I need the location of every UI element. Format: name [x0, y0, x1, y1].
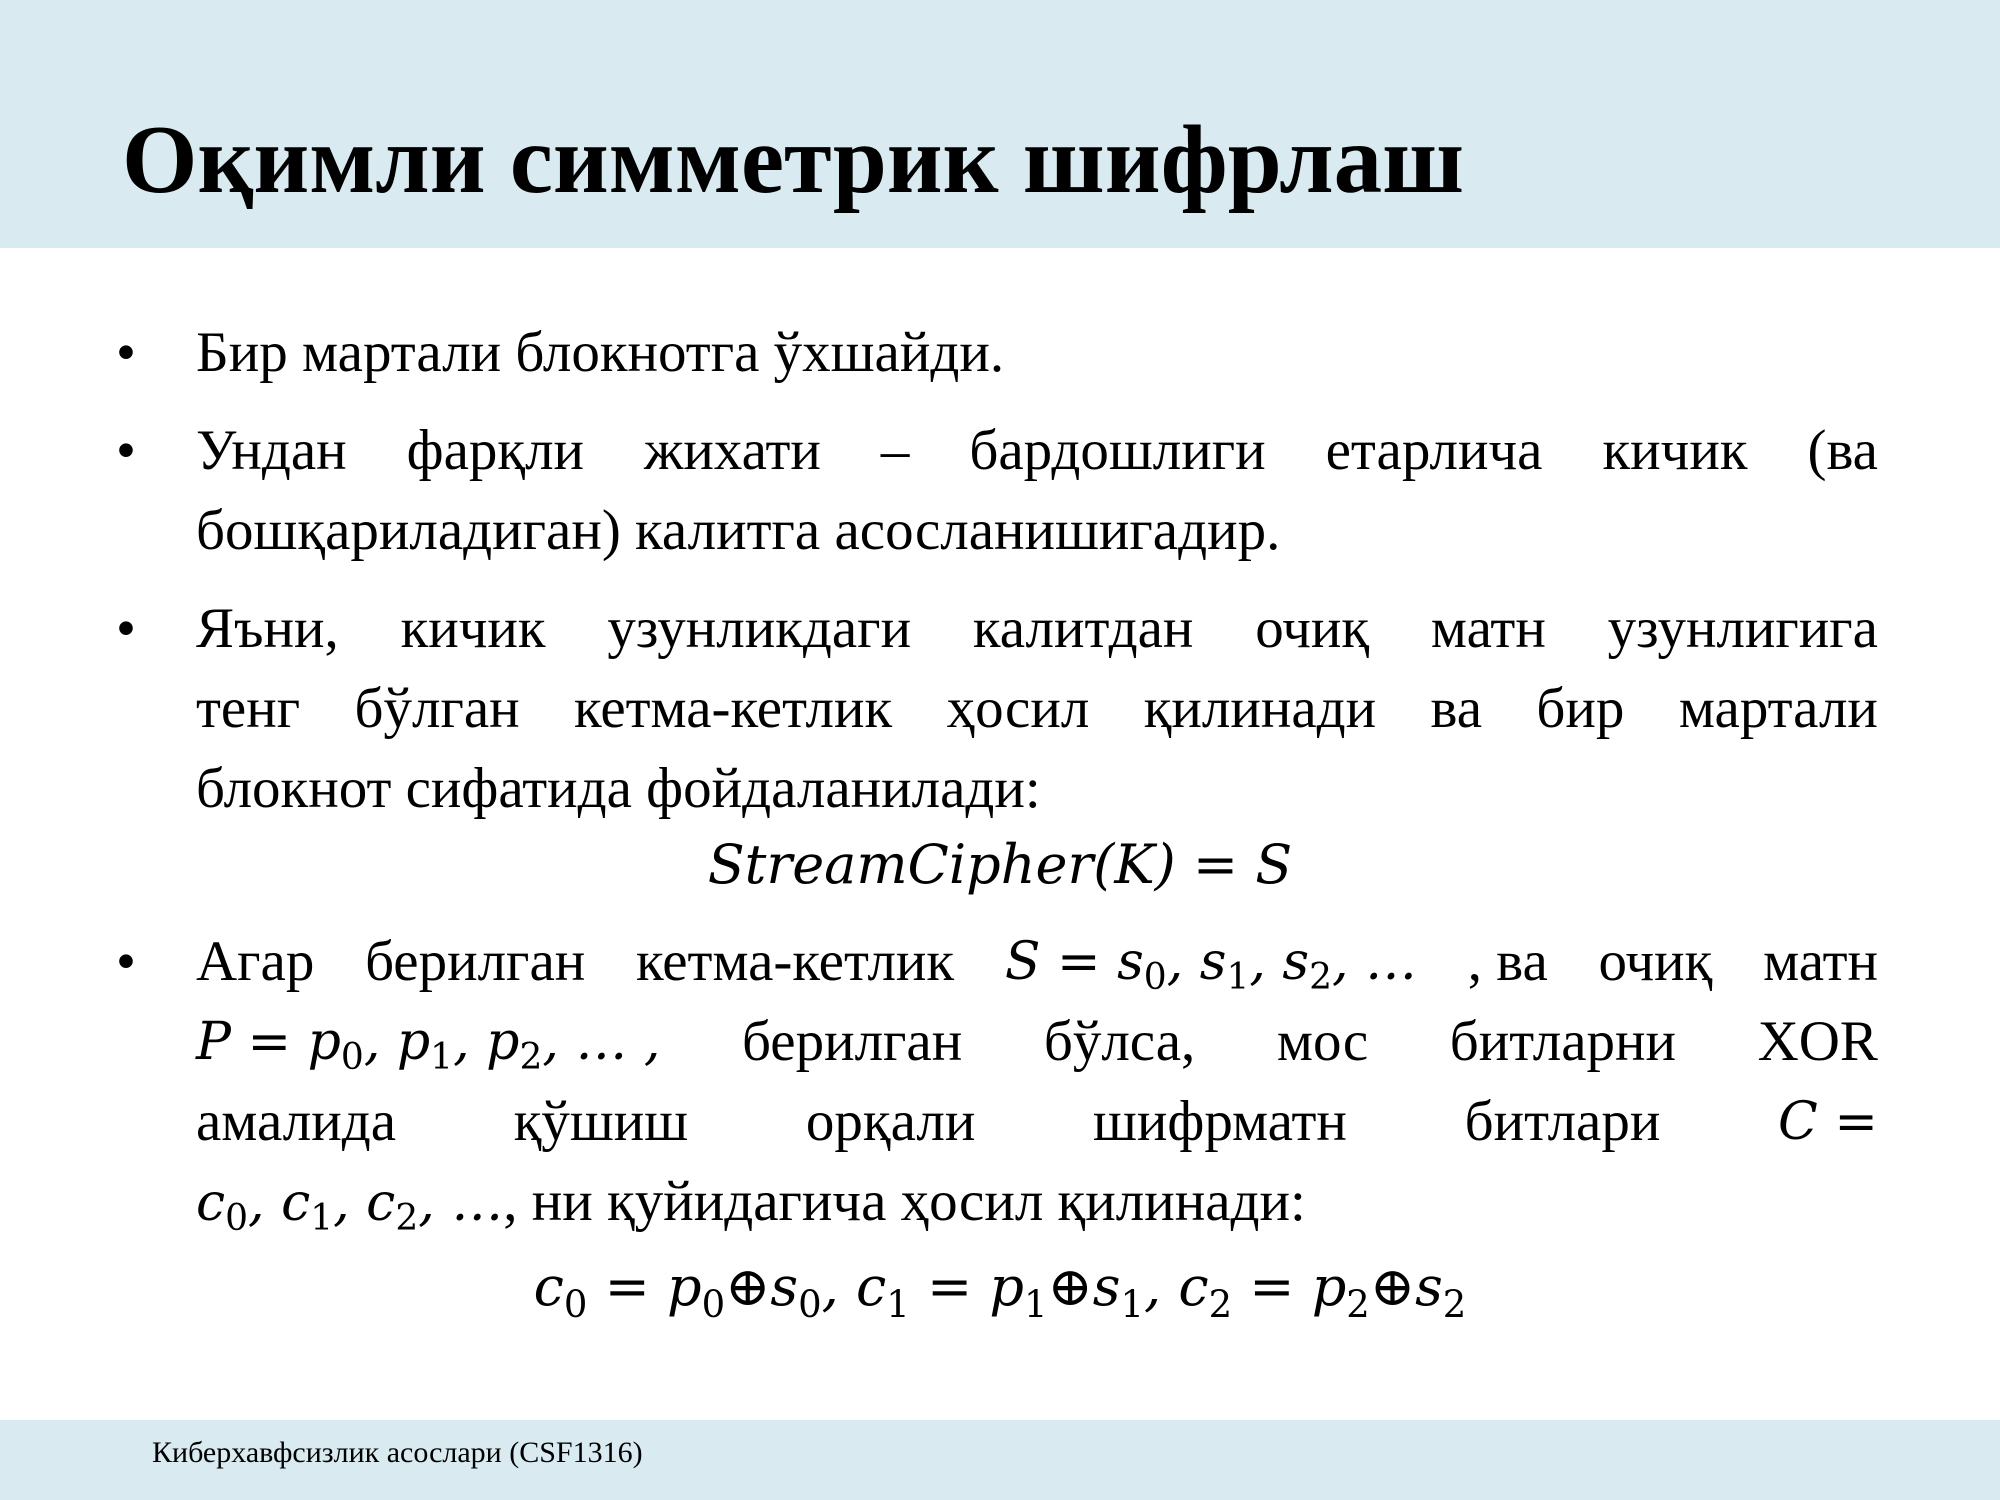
bullet-line: блокнот сифатида фойдаланилади:: [196, 757, 1041, 820]
formula-xor: $c_0$ = $p_0\oplus s_0$, $c_1$ = $p_1\oplus s_1$, $c_2$ = $p_2\oplus s_2$: [533, 1255, 1467, 1326]
footer-course-title: Киберхавфсизлик асослари (CSF1316): [152, 1436, 643, 1469]
bullet-text: [196, 922, 1878, 1242]
bullet-line: амалида қўшиш орқали шифрматн битлари C =: [196, 1082, 1878, 1162]
bullet-text: [196, 313, 1878, 393]
bullet-marker: •: [116, 419, 136, 482]
bullet-line: Агар берилган кетма-кетлик $S = s_0$, $s_1$, $s_2$, … , ва очиқ матн: [196, 922, 1878, 1002]
bullet-line: Ундан фарқли жихати – бардошлиги етарлича кичик (ва: [196, 419, 1878, 482]
bullet-line: $c_0$, $c_1$, $c_2$, …, ни қуйидагича ҳосил қилинади:: [196, 1170, 1306, 1239]
math-plaintext: $P = p_0$, $p_1$, $p_2$, … ,: [196, 1012, 661, 1078]
bullet-line: Яъни, кичик узунликдаги калитдан очиқ матн узунлигига: [196, 597, 1878, 660]
bullet-marker: •: [116, 321, 136, 384]
bullet-line: Бир мартали блокнотга ўхшайди.: [196, 321, 1005, 384]
bullet-line: $P = p_0$, $p_1$, $p_2$, … , берилган бўлса, мос битларни XOR: [196, 1002, 1878, 1082]
slide-title: Оқимли симметрик шифрлаш: [122, 106, 1465, 213]
bullet-line: тенг бўлган кетма-кетлик ҳосил қилинади ва бир мартали: [196, 677, 1878, 740]
bullet-text: [196, 589, 1878, 829]
bullet-text: [196, 411, 1878, 571]
math-ciphertext-start: C =: [1778, 1092, 1878, 1152]
bullet-line: бошқариладиган) калитга асосланишигадир.: [196, 499, 1281, 562]
bullet-marker: •: [116, 597, 136, 660]
formula-stream-cipher: StreamCipher(K) = S: [707, 833, 1293, 896]
math-keystream: $S = s_0$, $s_1$, $s_2$, …: [1004, 932, 1418, 998]
bullet-marker: •: [116, 930, 136, 993]
math-ciphertext: $c_0$, $c_1$, $c_2$, …: [196, 1173, 504, 1239]
